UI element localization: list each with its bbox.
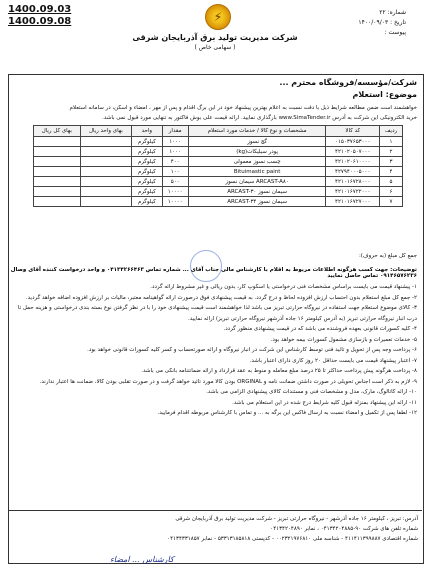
table-row bbox=[34, 137, 403, 147]
table-cell: کیلوگرم bbox=[132, 157, 162, 167]
total-amount-label: جمع کل مبلغ (به حروف): bbox=[358, 253, 417, 259]
table-cell bbox=[34, 197, 81, 207]
table-cell: سیمان نسوز ARCAST-۳۰ bbox=[188, 187, 326, 197]
condition-item: ۱۱- ارائه این پیشنهاد بمنزله قبول کلیه شرایط درج شده در این استعلام می باشد. bbox=[232, 399, 417, 406]
condition-item: ۱۲- لطفا پس از تکمیل و امضاء نسبت به ارسال فاکس این برگه به ... و تماس با کارشناس مربوطه اقدام فرمایید. bbox=[157, 410, 417, 416]
table-cell: ۱۰۰۰ bbox=[162, 147, 188, 157]
condition-item: ۲- جمع کل مبلغ استعلام بدون احتساب ارزش افزوده لحاظ و درج گردد. به قیمت پیشنهادی فوق درصورت ارائه گواهینامه معتبر، مالیات بر ارزش افزوده اضافه خواهد گردید. bbox=[25, 294, 417, 301]
footer-divider bbox=[8, 510, 422, 511]
table-cell: ۴۲۱۰۲۰۵۰۷۰۰۰ bbox=[326, 147, 380, 157]
salutation: شرکت/مؤسسه/فروشگاه محترم ... bbox=[279, 78, 417, 87]
condition-item: ۴- کلیه کسورات قانونی بعهده فروشنده می باشد که در قیمت پیشنهادی منظور گردد. bbox=[223, 326, 417, 332]
table-cell: ۴۲۱۰۱۶۷۲۲۰۰۰ bbox=[326, 187, 380, 197]
footer-address: آدرس: تبریز ، کیلومتر ۱۶ جاده آذرشهر - نیروگاه حرارتی تبریز - شرکت مدیریت تولید برق آذربایجان شرقی bbox=[175, 516, 418, 522]
table-header-cell: بهای واحد ریال bbox=[80, 126, 131, 137]
footer bbox=[12, 514, 418, 544]
table-cell: ۰۱۵۰۳۷۶۵۳۰۰۰ bbox=[326, 137, 380, 147]
table-cell: ۴۲۱۰۱۶۷۲۷۰۰۰ bbox=[326, 197, 380, 207]
condition-item: ۶- پرداخت وجه پس از تحویل و تائید فنی توسط کارشناس این شرکت در انبار نیروگاه و ارائه صورتحساب و کسر کلیه کسورات قانونی خواهد بود. bbox=[87, 347, 417, 353]
table-cell: کیلوگرم bbox=[132, 177, 162, 187]
condition-item: ۳- کالای موضوع استعلام جهت استفاده در نیروگاه حرارتی تبریز می باشد لذا خواهشمند است قیمت پیشنهادی خود را با در نظر گرفتن نوع بسته بندی درخواستی و هزینه حمل تا درب انبار نیروگاه حرارتی تبریز (به آدرس کیلومتر ۱۶ جاده آذرشهر نیروگاه حرارتی تبریز) ارائه نمایید. bbox=[17, 305, 417, 322]
table-cell: ۲ bbox=[380, 147, 403, 157]
table-cell: ۴۲۷۹۴۰۰۰۵۰۰۰ bbox=[326, 167, 380, 177]
table-cell: پودر سیلیکات(kg) bbox=[188, 147, 326, 157]
table-cell: کیلوگرم bbox=[132, 147, 162, 157]
table-row bbox=[34, 147, 403, 157]
table-cell bbox=[34, 187, 81, 197]
company-name: شرکت مدیریت تولید برق آذربایجان شرقی bbox=[132, 33, 298, 42]
table-cell: ۷ bbox=[380, 197, 403, 207]
condition-item: ۱۰- ارائه کاتالوگ، مارک، مدل و مشخصات فنی و مستندات کالای پیشنهادی الزامی می باشد. bbox=[206, 389, 417, 395]
inquiry-frame bbox=[8, 74, 424, 564]
table-cell: ۳ bbox=[380, 157, 403, 167]
items-table bbox=[33, 125, 403, 207]
table-cell bbox=[80, 147, 131, 157]
table-cell: ۴۲۱۰۲۰۶۱۰۰۰۰ bbox=[326, 157, 380, 167]
table-cell bbox=[80, 157, 131, 167]
table-cell: ۱۰۰۰۰ bbox=[162, 187, 188, 197]
table-cell: ۶ bbox=[380, 187, 403, 197]
condition-item: ۷- اعتبار پیشنهاد قیمت می بایست حداقل ۲۰ روز کاری دارای اعتبار باشد. bbox=[249, 357, 417, 364]
table-cell: ۱ bbox=[380, 137, 403, 147]
company-subtitle: ( سهامی خاص ) bbox=[194, 44, 236, 51]
intro-line-1: خواهشمند است ضمن مطالعه شرایط ذیل با دقت نسبت به اعلام بهترین پیشنهاد خود در این برگ اقدام و پس از مهر ، امضاء و اسکن، در سامانه استعلام bbox=[69, 105, 417, 111]
table-row bbox=[34, 177, 403, 187]
table-cell bbox=[34, 157, 81, 167]
table-cell bbox=[80, 137, 131, 147]
table-cell: چسب نسوز معمولی bbox=[188, 157, 326, 167]
table-cell: ۱۰۰ bbox=[162, 167, 188, 177]
table-header-cell: بهای کل ریال bbox=[34, 126, 81, 137]
intro-line-2: خرید الکترونیکی این شرکت به آدرس www.SimaTender.ir بارگذاری نمایید. ارائه قیمت علی بوش فاکتور به تنهایی مورد قبول نمی باشد. bbox=[102, 115, 417, 121]
table-cell: ARCAST-A۸۰ سیمان نسوز bbox=[188, 177, 326, 187]
table-cell bbox=[34, 167, 81, 177]
table-cell: کیلوگرم bbox=[132, 197, 162, 207]
table-cell: ۱۰۰۰ bbox=[162, 137, 188, 147]
table-cell: ۵۰۰ bbox=[162, 177, 188, 187]
letter-number: شماره: ۲۲ bbox=[379, 9, 406, 16]
table-cell: ۵ bbox=[380, 177, 403, 187]
table-row bbox=[34, 197, 403, 207]
logo-bolt-icon: ⚡ bbox=[213, 10, 223, 24]
table-header-cell: واحد bbox=[132, 126, 162, 137]
table-cell: ۴۰۰ bbox=[162, 157, 188, 167]
footer-numbers: شماره اقتصادی ۴۱۱۴۱۱۳۹۹۸۸۷ - شناسه ملی ۰۰۲۳۲۱۹۷۶۸۱۰ - کدپستی ۵۳۳۱۳۱۸۵۸۱۸ - نمابر ۰۴۱۳۴۳۳۱۸۵۷ bbox=[167, 536, 418, 542]
date-top: 1400.09.03 bbox=[8, 4, 72, 15]
table-row bbox=[34, 167, 403, 177]
table-cell bbox=[80, 177, 131, 187]
table-cell: Bituimastic paint bbox=[188, 167, 326, 177]
table-cell bbox=[34, 177, 81, 187]
condition-item: ۱- پیشنهاد قیمت می بایست براساس مشخصات فنی درخواستی یا اسکوپ کار، بدون ریالی و غیر مشروط ارائه گردد. bbox=[150, 284, 417, 290]
table-cell: کیلوگرم bbox=[132, 137, 162, 147]
table-header-cell: مشخصات و نوع کالا / خدمات مورد استعلام bbox=[188, 126, 326, 137]
table-cell bbox=[80, 187, 131, 197]
table-cell: ۱۰۰۰۰ bbox=[162, 197, 188, 207]
date-stamps bbox=[8, 4, 71, 28]
conditions-list bbox=[15, 282, 417, 419]
letter-date: تاریخ : ۱۴۰۰/۰۹/۰۳ bbox=[358, 19, 406, 26]
table-cell bbox=[80, 167, 131, 177]
company-stamp bbox=[190, 250, 222, 282]
table-row bbox=[34, 157, 403, 167]
condition-item: ۸- پرداخت هرگونه پیش پرداخت حداکثر تا ۲۵ درصد مبلغ معامله و منوط به عقد قرارداد و ارائه ضمانتنامه بانکی می باشد. bbox=[141, 368, 417, 374]
table-row bbox=[34, 187, 403, 197]
table-body bbox=[34, 137, 403, 207]
table-cell: کیلوگرم bbox=[132, 167, 162, 177]
table-cell: گچ نسوز bbox=[188, 137, 326, 147]
signature: کارشناس ... امضاء bbox=[110, 555, 174, 564]
subject: موضوع: استعلام bbox=[352, 90, 417, 99]
condition-item: ۹- لازم به ذکر است اجناس تحویلی در صورت داشتن ضمانت نامه و ORGINAL بودن کالا مورد تائید خواهد گرفت و در صورت تقلبی بودن کالا، ضمانت ها اعتبار ندارند. bbox=[39, 378, 417, 385]
company-logo bbox=[205, 4, 231, 30]
table-cell: ۴ bbox=[380, 167, 403, 177]
contact-notice: توضیحات: جهت کسب هرگونه اطلاعات مربوط به اقلام با کارشناس مالی جناب آقای ... شماره تماس ۰۴۱۳۴۲۶۶۴۶۳ و واحد درخواست کننده آقای وصال ۰۹۱۴۶۵۷۶۲۳۶ تماس حاصل نمایید bbox=[10, 267, 417, 279]
table-cell: سیمان نسوز ARCAST-۳۴ bbox=[188, 197, 326, 207]
table-header-cell: مقدار bbox=[162, 126, 188, 137]
table-cell bbox=[34, 137, 81, 147]
table-cell: کیلوگرم bbox=[132, 187, 162, 197]
intro-text bbox=[15, 103, 417, 123]
condition-item: ۵- خدمات تعمیرات و بازسازی مشمول کسورات بیمه خواهد بود. bbox=[270, 336, 417, 343]
table-cell bbox=[34, 147, 81, 157]
table-header-row bbox=[34, 126, 403, 137]
footer-phone: شماره تلفن های شرکت ۹۰-۰۴۱۳۴۲۰۴۸۸۵ ، نمابر ۰۴۱۳۴۲۰۴۸۹۰ bbox=[270, 526, 418, 532]
table-header-cell: کد کالا bbox=[326, 126, 380, 137]
table-cell: ۴۲۱۰۱۶۷۲۸۰۰۰ bbox=[326, 177, 380, 187]
letter-attachment: پیوست : bbox=[384, 29, 406, 36]
date-bottom: 1400.09.08 bbox=[8, 16, 72, 27]
table-cell bbox=[80, 197, 131, 207]
table-header-cell: ردیف bbox=[380, 126, 403, 137]
